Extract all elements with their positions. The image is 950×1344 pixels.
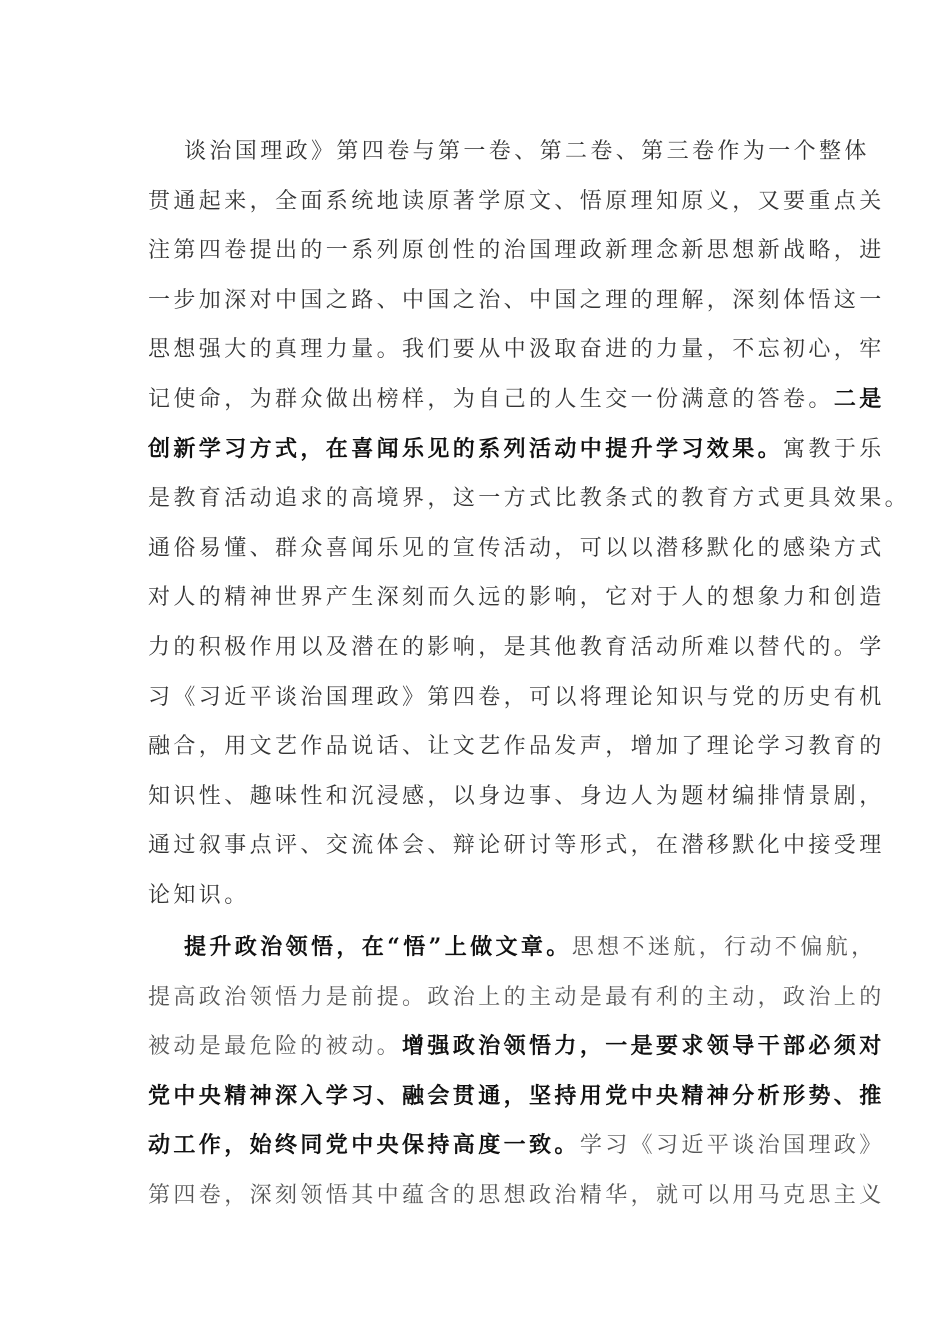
text-line: 通过叙事点评、交流体会、辩论研讨等形式，在潜移默化中接受理 [148, 833, 885, 859]
text-run: 寓教于乐 [783, 436, 885, 462]
text-line: 知识性、趣味性和沉浸感，以身边事、身边人为题材编排情景剧， [148, 783, 885, 809]
text-line [148, 923, 877, 973]
text-line: 注第四卷提出的一系列原创性的治国理政新理念新思想新战略，进 [148, 238, 885, 264]
bold-heading-run: 提升政治领悟，在“悟”上做文章。 [184, 934, 572, 960]
text-line: 论知识。 [148, 882, 250, 908]
text-line: 力的积极作用以及潜在的影响，是其他教育活动所难以替代的。学 [148, 634, 885, 660]
text-line: 谈治国理政》第四卷与第一卷、第二卷、第三卷作为一个整体 [184, 139, 870, 164]
bold-heading-run: 二是 [833, 385, 885, 412]
text-line [148, 1121, 885, 1171]
text-run: 被动是最危险的被动。 [148, 1034, 403, 1060]
text-run: 学习《习近平谈治国理政》 [579, 1133, 885, 1159]
text-run: 思想不迷航，行动不偏航， [571, 935, 877, 960]
text-line: 一步加深对中国之路、中国之治、中国之理的理解，深刻体悟这一 [148, 287, 885, 313]
bold-heading-run: 动工作，始终同党中央保持高度一致。 [148, 1132, 580, 1159]
text-line: 通俗易懂、群众喜闻乐见的宣传活动，可以以潜移默化的感染方式 [148, 535, 885, 561]
text-line: 第四卷，深刻领悟其中蕴含的思想政治精华，就可以用马克思主义 [148, 1182, 885, 1208]
body-paragraph-study [148, 127, 911, 921]
body-paragraph-political-insight [148, 923, 885, 1221]
text-line: 贯通起来，全面系统地读原著学原文、悟原理知原义，又要重点关 [148, 188, 885, 214]
text-line: 思想强大的真理力量。我们要从中汲取奋进的力量，不忘初心，牢 [148, 337, 885, 363]
text-line: 是教育活动追求的高境界，这一方式比教条式的教育方式更具效果。 [148, 486, 911, 512]
bold-heading-run: 创新学习方式，在喜闻乐见的系列活动中提升学习效果。 [148, 435, 784, 462]
text-line: 对人的精神世界产生深刻而久远的影响，它对于人的想象力和创造 [148, 585, 885, 611]
text-line [148, 1022, 885, 1072]
text-run: 记使命，为群众做出榜样，为自己的人生交一份满意的答卷。 [148, 386, 834, 412]
text-line: 融合，用文艺作品说话、让文艺作品发声，增加了理论学习教育的 [148, 734, 885, 760]
bold-heading-run: 增强政治领悟力，一是要求领导干部必须对 [402, 1033, 885, 1060]
text-line [148, 425, 885, 475]
text-line: 党中央精神深入学习、融会贯通，坚持用党中央精神分析形势、推 [148, 1082, 885, 1109]
text-line: 提高政治领悟力是前提。政治上的主动是最有利的主动，政治上的 [148, 984, 885, 1010]
text-line [148, 375, 885, 425]
text-line: 习《习近平谈治国理政》第四卷，可以将理论知识与党的历史有机 [148, 684, 885, 710]
